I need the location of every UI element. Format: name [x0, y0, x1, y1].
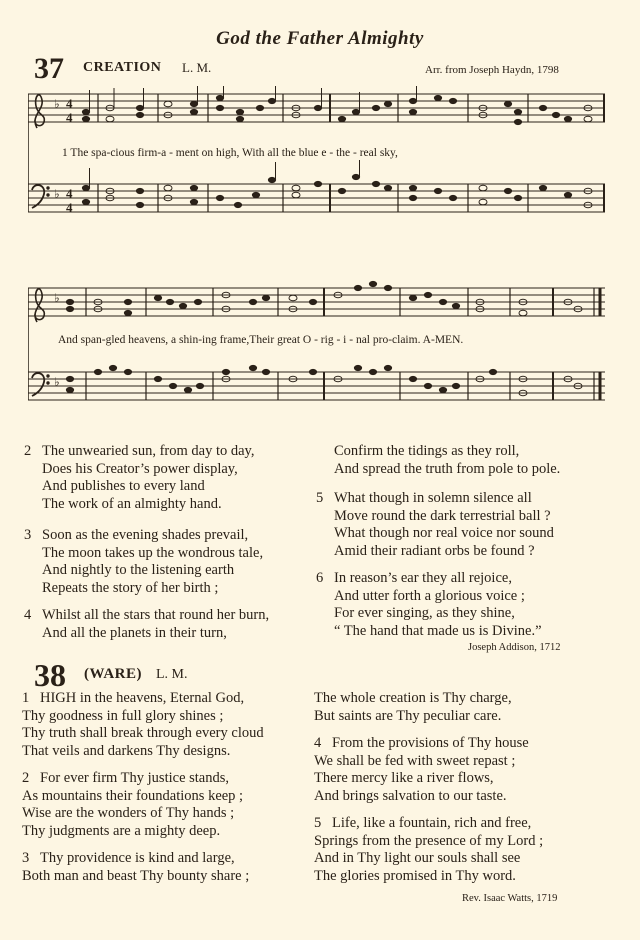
verse-line: The work of an almighty hand. [42, 495, 222, 512]
verse-line: But saints are Thy peculiar care. [314, 707, 502, 724]
verse-line: Whilst all the stars that round her burn, [42, 607, 270, 623]
hymn-37-number: 37 [34, 52, 64, 85]
verse-line: There mercy like a river flows, [314, 770, 494, 786]
verse-number: 3 [22, 850, 30, 866]
verse-6 [316, 570, 616, 640]
verse-5 [316, 490, 616, 560]
verse-line: For ever singing, as they shine, [334, 605, 515, 621]
verse-line: Both man and beast Thy bounty share ; [22, 867, 250, 884]
verse-line: From the provisions of Thy house [332, 735, 529, 751]
verse-line: What though in solemn silence all [334, 490, 532, 506]
verse-number: 4 [314, 735, 322, 751]
hymn-37-verses-col-1 [24, 443, 314, 642]
hymn-38-tune: (WARE) [84, 666, 142, 682]
verse-line: Wise are the wonders of Thy hands ; [22, 805, 235, 821]
verse-line: And in Thy light our souls shall see [314, 850, 521, 866]
music-system-2 [28, 280, 608, 420]
treble-clef-icon [35, 95, 44, 128]
verse-line: The whole creation is Thy charge, [314, 690, 512, 706]
verse-line: Does his Creator’s power display, [42, 460, 238, 477]
verse-2 [24, 443, 314, 513]
verse-line: And all the planets in their turn, [42, 624, 227, 641]
verse-line: Thy truth shall break through every cloud [22, 725, 264, 741]
verse-line: And utter forth a glorious voice ; [334, 587, 525, 604]
page-header: God the Father Almighty [216, 28, 424, 49]
hymn-38-verses-col-1 [22, 690, 317, 885]
verse-4 [314, 735, 619, 805]
bass-staff-2 [28, 372, 605, 400]
verse-number: 5 [314, 815, 322, 831]
svg-text:4: 4 [66, 96, 73, 111]
verse-line: Thy providence is kind and large, [40, 850, 235, 866]
hymn-37-tune: CREATION [83, 60, 162, 75]
verse-number: 6 [316, 570, 324, 586]
verse-number: 3 [24, 527, 32, 543]
treble-notes-1 [82, 86, 592, 125]
verse-3 [22, 850, 317, 885]
verse-3 [24, 527, 314, 597]
verse-line: Soon as the evening shades prevail, [42, 527, 249, 543]
verse-line: And nightly to the listening earth [42, 562, 235, 578]
verse-line: And spread the truth from pole to pole. [334, 460, 561, 477]
verse-line: HIGH in the heavens, Eternal God, [40, 690, 245, 706]
svg-text:♭: ♭ [54, 187, 60, 201]
svg-text:♭: ♭ [54, 291, 60, 305]
verse-line: Springs from the presence of my Lord ; [314, 832, 544, 849]
verse-number: 5 [316, 490, 324, 506]
svg-text:♭: ♭ [54, 375, 60, 389]
svg-text:4: 4 [66, 110, 73, 125]
svg-text:4: 4 [66, 186, 73, 201]
hymn-37-author: Joseph Addison, 1712 [468, 642, 561, 653]
verse-line: For ever firm Thy justice stands, [40, 770, 230, 786]
verse-5 [314, 815, 619, 885]
verse-line: We shall be fed with sweet repast ; [314, 752, 516, 769]
svg-text:♭: ♭ [54, 97, 60, 111]
hymn-38-meter: L. M. [156, 667, 188, 682]
hymn-38-verses-col-2 [314, 690, 619, 885]
verse-2 [22, 770, 317, 840]
verse-line: In reason’s ear they all rejoice, [334, 570, 512, 586]
verse-line: As mountains their foundations keep ; [22, 787, 244, 804]
treble-clef-icon [35, 289, 44, 322]
hymn-37-arranger: Arr. from Joseph Haydn, 1798 [425, 64, 559, 76]
svg-text:4: 4 [66, 200, 73, 215]
verse-line: The unwearied sun, from day to day, [42, 443, 255, 459]
verse-number: 2 [24, 443, 32, 459]
hymn-37-lyric-line-2: And span-gled heavens, a shin-ing frame,Their great O - rig - i - nal pro-claim. A-MEN. [58, 334, 464, 346]
verse-4-continued [316, 443, 616, 478]
verse-line: “ The hand that made us is Divine.” [334, 622, 542, 639]
verse-line: Life, like a fountain, rich and free, [332, 815, 532, 831]
verse-number: 2 [22, 770, 30, 786]
verse-line: Move round the dark terrestrial ball ? [334, 507, 551, 524]
verse-line: The moon takes up the wondrous tale, [42, 544, 264, 561]
hymn-38-author: Rev. Isaac Watts, 1719 [462, 893, 558, 904]
verse-number: 4 [24, 607, 32, 623]
verse-line: And brings salvation to our taste. [314, 787, 507, 804]
verse-line: Amid their radiant orbs be found ? [334, 542, 535, 559]
verse-line: Confirm the tidings as they roll, [334, 443, 520, 459]
hymn-37-verses-col-2 [316, 443, 616, 640]
hymn-38-number: 38 [34, 657, 66, 693]
verse-3-continued [314, 690, 619, 725]
verse-line: That veils and darkens Thy designs. [22, 742, 231, 759]
verse-line: Thy judgments are a mighty deep. [22, 822, 221, 839]
verse-line: Repeats the story of her birth ; [42, 579, 219, 596]
verse-number: 1 [22, 690, 30, 706]
verse-1 [22, 690, 317, 760]
verse-4 [24, 607, 314, 642]
verse-line: The glories promised in Thy word. [314, 867, 516, 884]
hymn-37-lyric-line-1: 1 The spa-cious firm-a - ment on high, With all the blue e - the - real sky, [62, 147, 398, 159]
verse-line: Thy goodness in full glory shines ; [22, 707, 224, 724]
verse-line: And publishes to every land [42, 478, 205, 494]
verse-line: What though nor real voice nor sound [334, 525, 554, 541]
hymn-37-meter: L. M. [182, 60, 212, 75]
